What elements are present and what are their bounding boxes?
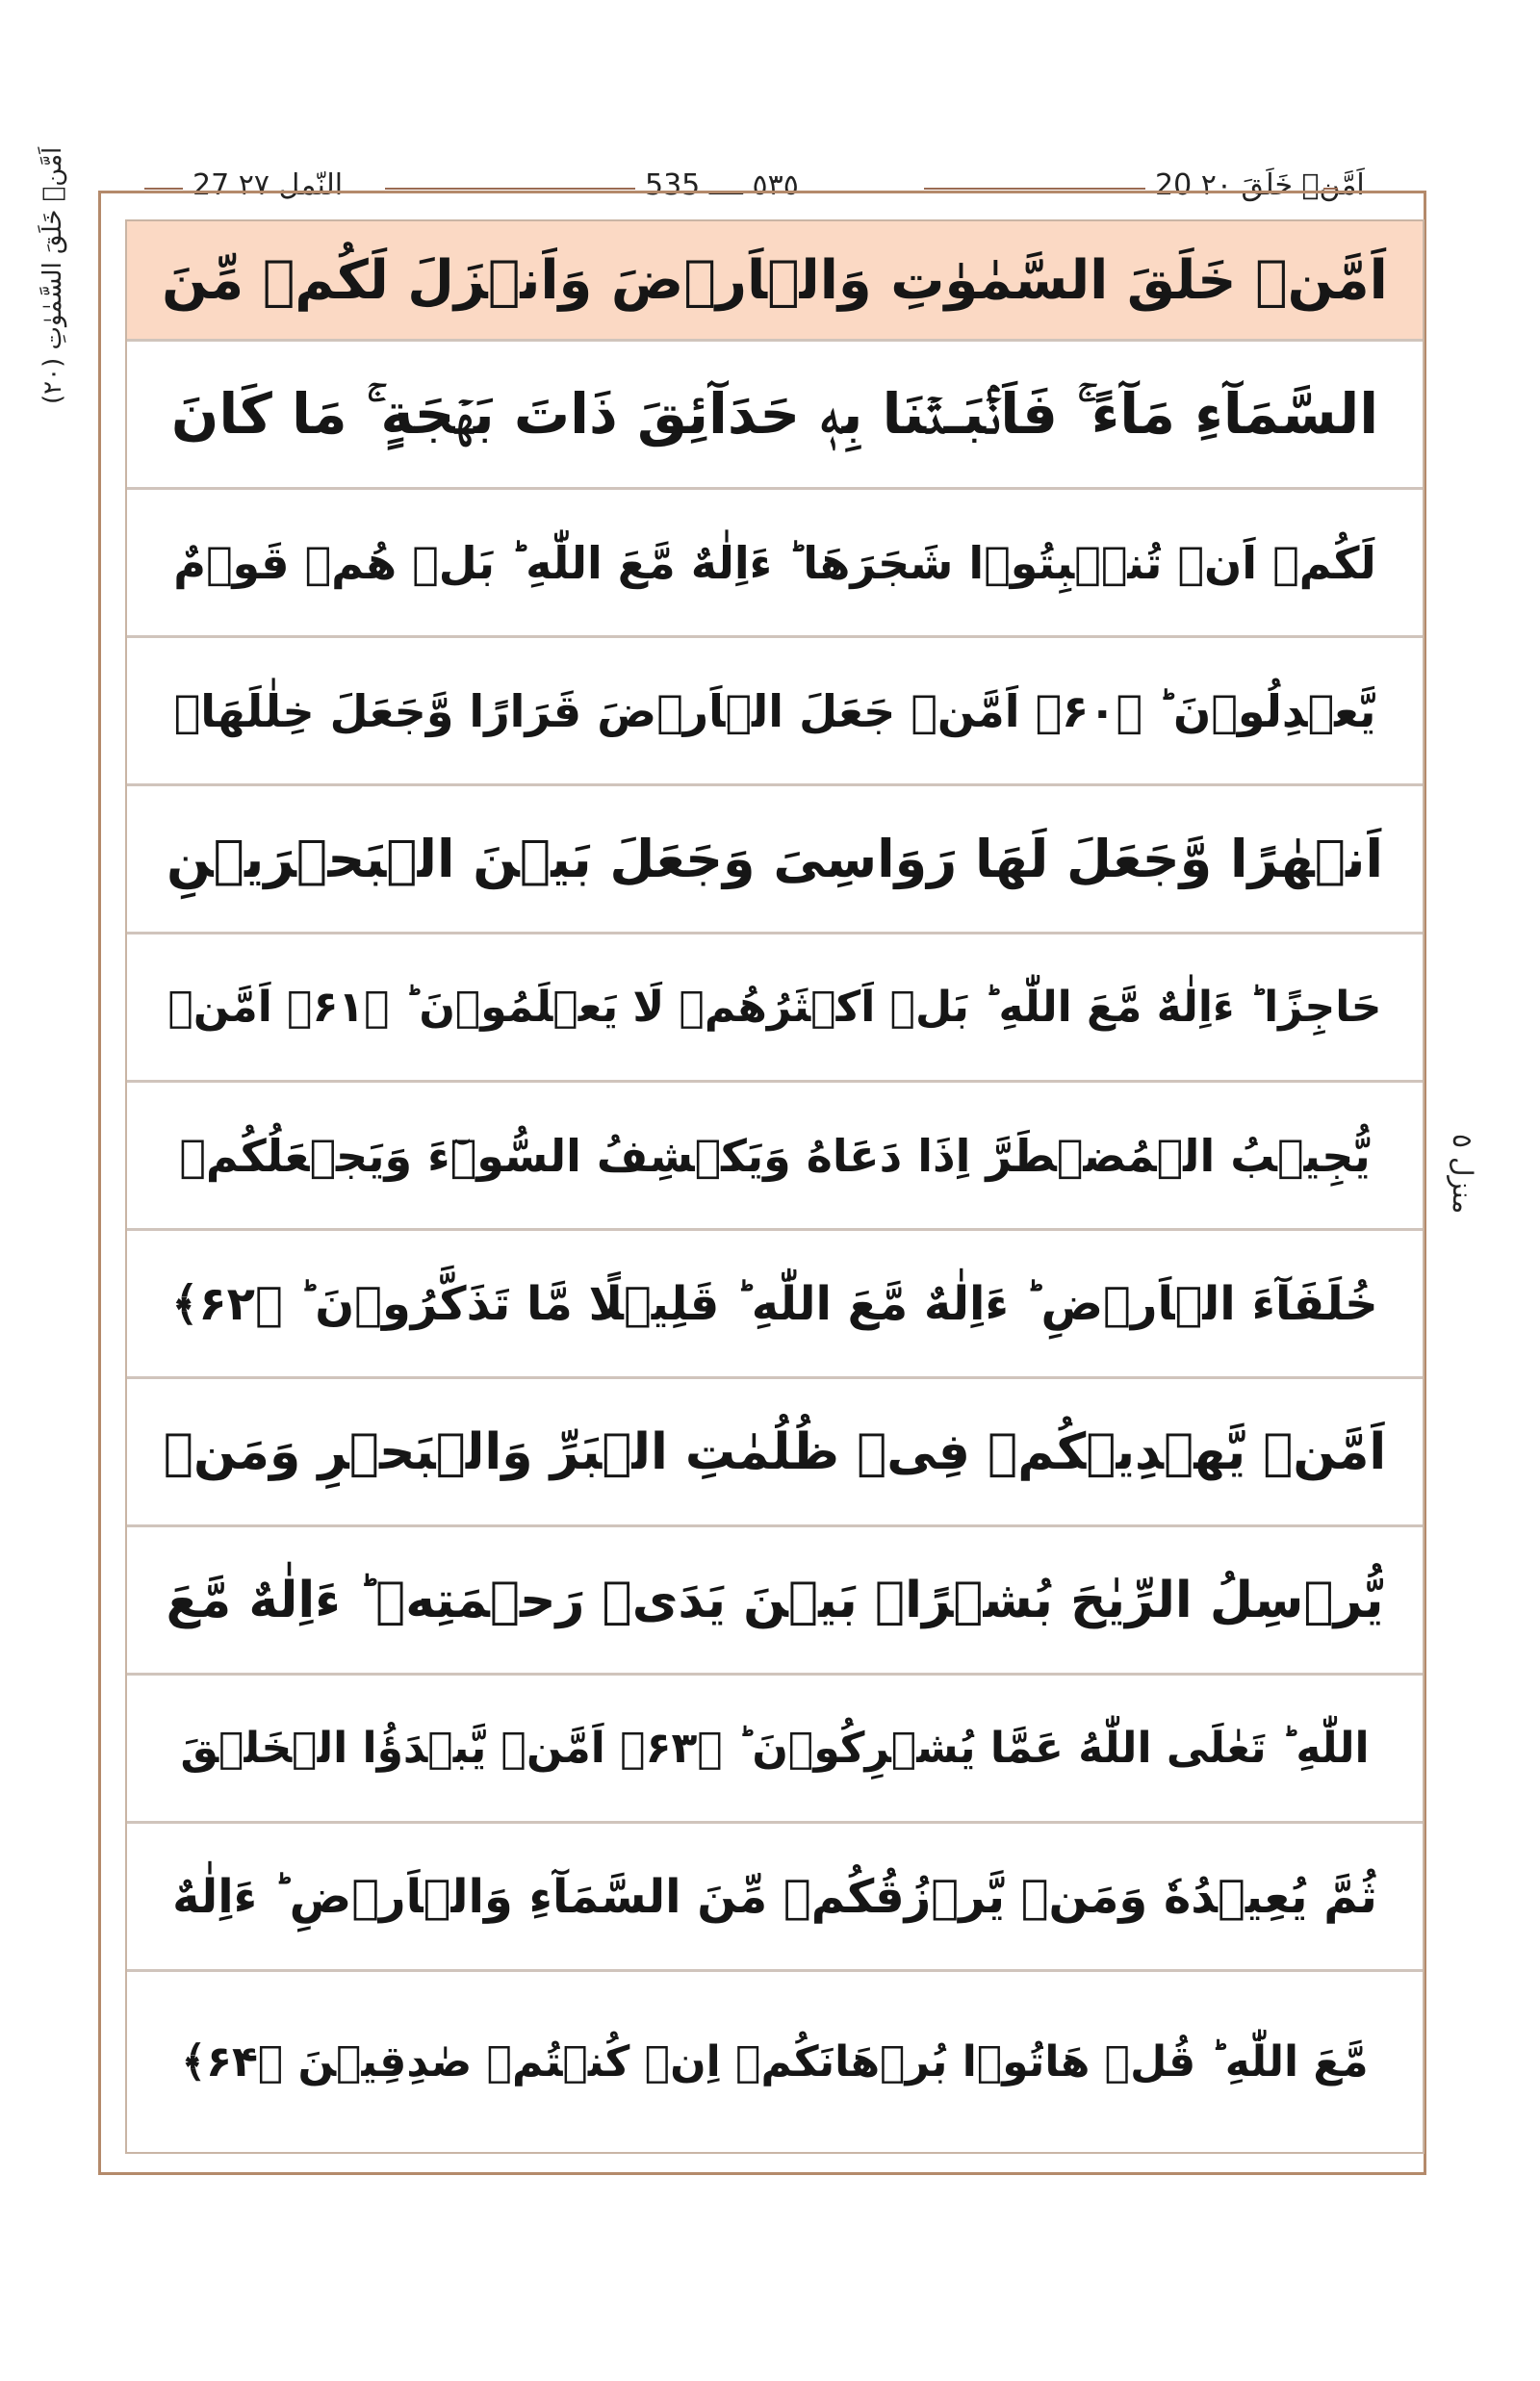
verse-line bbox=[127, 342, 1423, 490]
verse-line-text: لَكُمۡ اَنۡ تُنۡۢبِتُوۡا شَجَرَهَا ؕ ءَاِلٰهٌ مَّعَ اللّٰهِ ؕ بَلۡ هُمۡ قَوۡمٌ bbox=[173, 536, 1376, 589]
verse-line-text: يُّجِيۡبُ الۡمُضۡطَرَّ اِذَا دَعَاهُ وَيَكۡشِفُ السُّوۡٓءَ وَيَجۡعَلُكُمۡ bbox=[179, 1129, 1371, 1182]
verse-line-text: ثُمَّ يُعِيۡدُهٗ وَمَنۡ يَّرۡزُقُكُمۡ مِّنَ السَّمَآءِ وَالۡاَرۡضِ ؕ ءَاِلٰهٌ bbox=[172, 1869, 1377, 1924]
header-surah-label: 27 النّمل ٢٧ bbox=[192, 168, 344, 202]
verse-line-text: اللّٰهِ ؕ تَعٰلَى اللّٰهُ عَمَّا يُشۡرِكُوۡنَ ؕ ﴿۶۳﴾ اَمَّنۡ يَّبۡدَؤُا الۡخَلۡقَ bbox=[180, 1724, 1370, 1773]
header-juz-label: 20 اَمَّنۡ خَلَقَ ٢٠ bbox=[1155, 168, 1365, 202]
manzil-margin-label: منزل ٥ bbox=[1447, 1134, 1478, 1215]
verse-line-text: اَنۡهٰرًا وَّجَعَلَ لَهَا رَوَاسِىَ وَجَعَلَ بَيۡنَ الۡبَحۡرَيۡنِ bbox=[167, 829, 1383, 889]
verse-line bbox=[127, 221, 1423, 342]
verse-line bbox=[127, 1231, 1423, 1379]
verse-line bbox=[127, 490, 1423, 638]
verse-line-text: خُلَفَآءَ الۡاَرۡضِ ؕ ءَاِلٰهٌ مَّعَ اللّٰهِ ؕ قَلِيۡلًا مَّا تَذَكَّرُوۡنَ ؕ ﴿۶۲﴾ bbox=[171, 1276, 1378, 1331]
verse-line-text: حَاجِزًا ؕ ءَاِلٰهٌ مَّعَ اللّٰهِ ؕ بَلۡ اَكۡثَرُهُمۡ لَا يَعۡلَمُوۡنَ ؕ ﴿۶۱﴾ اَمَّنۡ bbox=[167, 983, 1382, 1032]
text-panel bbox=[125, 219, 1424, 2154]
juz-margin-label: (٢٠) اَمَّنۡ خَلَقَ السَّمٰوٰتِ bbox=[38, 146, 67, 404]
verse-line bbox=[127, 786, 1423, 934]
header-rule-mid-left bbox=[385, 188, 635, 190]
verse-line bbox=[127, 1972, 1423, 2152]
verse-line-text: يُّرۡسِلُ الرِّيٰحَ بُشۡرًاۢ بَيۡنَ يَدَىۡ رَحۡمَتِهٖ ؕ ءَاِلٰهٌ مَّعَ bbox=[166, 1571, 1384, 1629]
verse-line-text: يَّعۡدِلُوۡنَ ؕ ﴿۶۰﴾ اَمَّنۡ جَعَلَ الۡاَرۡضَ قَرَارًا وَّجَعَلَ خِلٰلَهَاۤ bbox=[173, 684, 1376, 737]
verse-line bbox=[127, 934, 1423, 1083]
verse-line-text: السَّمَآءِ مَآءً ۚ فَاَنۡۢبَـتۡنَا بِهٖ حَدَآئِقَ ذَاتَ بَهۡجَةٍ ۚ مَا كَانَ bbox=[170, 381, 1379, 447]
header-rule-right bbox=[1323, 188, 1338, 190]
header-rule-left bbox=[144, 188, 183, 190]
verse-line bbox=[127, 1676, 1423, 1824]
verse-line bbox=[127, 638, 1423, 786]
verse-line bbox=[127, 1527, 1423, 1676]
verse-line bbox=[127, 1824, 1423, 1972]
verse-line-text: اَمَّنۡ خَلَقَ السَّمٰوٰتِ وَالۡاَرۡضَ وَاَنۡزَلَ لَكُمۡ مِّنَ bbox=[162, 248, 1388, 312]
verse-line bbox=[127, 1083, 1423, 1231]
verse-line-text: اَمَّنۡ يَّهۡدِيۡكُمۡ فِىۡ ظُلُمٰتِ الۡبَرِّ وَالۡبَحۡرِ وَمَنۡ bbox=[163, 1422, 1387, 1481]
header-page-number: ٥٣٥ ــــ 535 bbox=[645, 168, 799, 202]
header-rule-mid-right bbox=[924, 188, 1145, 190]
verse-line-text: مَّعَ اللّٰهِ ؕ قُلۡ هَاتُوۡا بُرۡهَانَكُمۡ اِنۡ كُنۡتُمۡ صٰدِقِيۡنَ ﴿۶۴﴾ bbox=[181, 2037, 1369, 2087]
verse-line bbox=[127, 1379, 1423, 1527]
